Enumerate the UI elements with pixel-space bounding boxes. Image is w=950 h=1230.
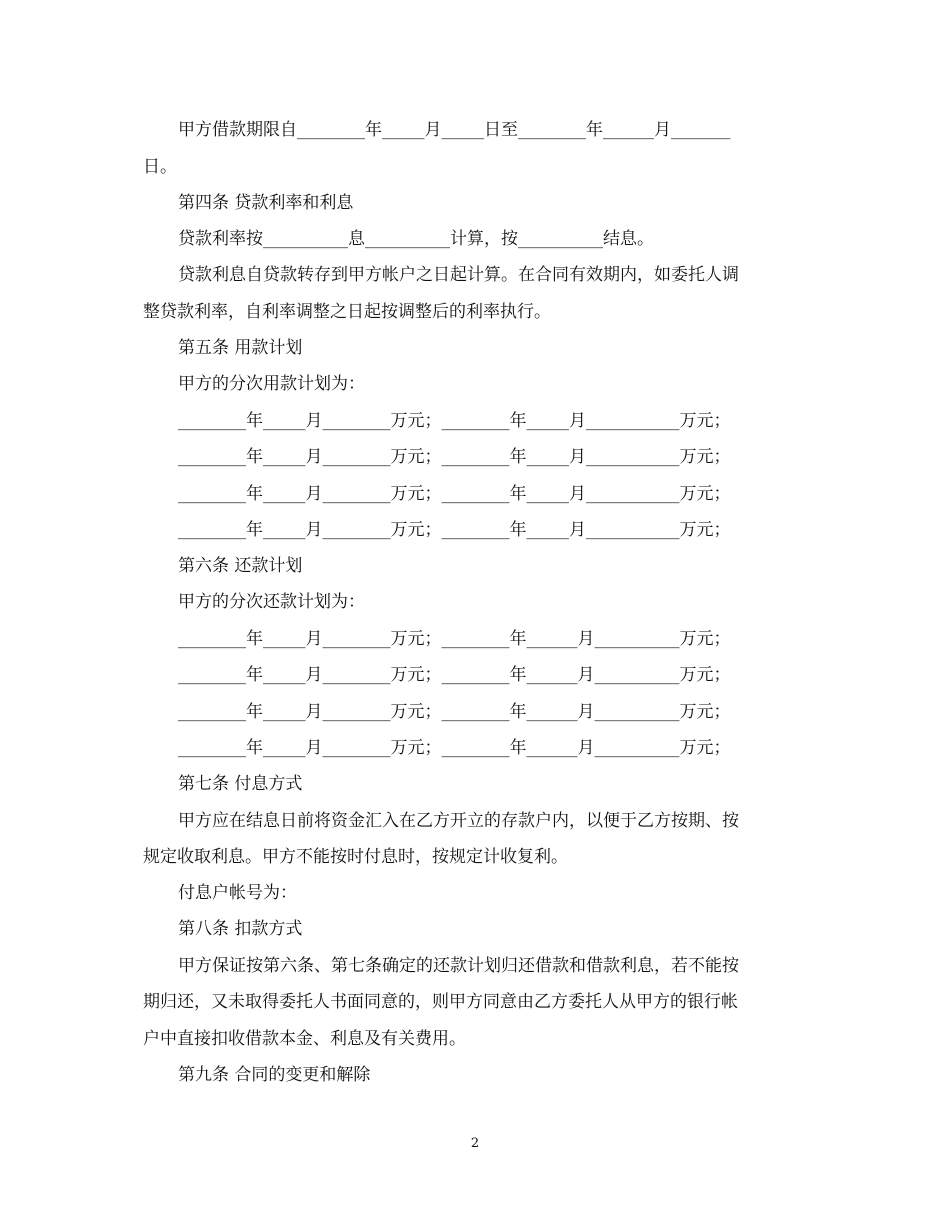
article-9-heading: 第九条 合同的变更和解除: [178, 1065, 371, 1085]
repayment-plan-row: ________年_____月________万元；________年______月__________万元；: [178, 665, 731, 685]
usage-plan-row: ________年_____月________万元；________年_____月___________万元；: [178, 447, 731, 467]
article-8-heading: 第八条 扣款方式: [178, 919, 303, 939]
usage-plan-row: ________年_____月________万元；________年_____月___________万元；: [178, 520, 731, 540]
interest-rate-line: 贷款利率按__________息__________计算，按__________结息。: [178, 229, 654, 249]
page-number: 2: [470, 1136, 480, 1151]
loan-term-line: 甲方借款期限自________年_____月_____日至________年______月_______: [178, 120, 731, 140]
usage-plan-intro: 甲方的分次用款计划为：: [178, 374, 365, 394]
repayment-plan-row: ________年_____月________万元；________年______月__________万元；: [178, 738, 731, 758]
article-5-heading: 第五条 用款计划: [178, 338, 303, 358]
interest-account-line: 付息户帐号为：: [178, 883, 297, 903]
payment-method-line-1: 甲方应在结息日前将资金汇入在乙方开立的存款户内，以便于乙方按期、按: [178, 811, 739, 831]
article-7-heading: 第七条 付息方式: [178, 774, 303, 794]
deduction-paragraph-line-2: 期归还，又未取得委托人书面同意的，则甲方同意由乙方委托人从甲方的银行帐: [143, 992, 738, 1012]
payment-method-line-2: 规定收取利息。甲方不能按时付息时，按规定计收复利。: [143, 847, 568, 867]
usage-plan-row: ________年_____月________万元；________年_____月___________万元；: [178, 484, 731, 504]
deduction-paragraph-line-1: 甲方保证按第六条、第七条确定的还款计划归还借款和借款利息，若不能按: [178, 956, 739, 976]
article-6-heading: 第六条 还款计划: [178, 556, 303, 576]
usage-plan-row: ________年_____月________万元；________年_____月___________万元；: [178, 411, 731, 431]
article-4-heading: 第四条 贷款利率和利息: [178, 193, 354, 213]
interest-paragraph-line-1: 贷款利息自贷款转存到甲方帐户之日起计算。在合同有效期内，如委托人调: [178, 265, 739, 285]
repayment-plan-row: ________年_____月________万元；________年______月__________万元；: [178, 702, 731, 722]
loan-term-continuation: 日。: [143, 157, 177, 177]
repayment-plan-row: ________年_____月________万元；________年______月__________万元；: [178, 629, 731, 649]
deduction-paragraph-line-3: 户中直接扣收借款本金、利息及有关费用。: [143, 1029, 466, 1049]
interest-paragraph-line-2: 整贷款利率，自利率调整之日起按调整后的利率执行。: [143, 302, 551, 322]
repayment-plan-intro: 甲方的分次还款计划为：: [178, 592, 365, 612]
